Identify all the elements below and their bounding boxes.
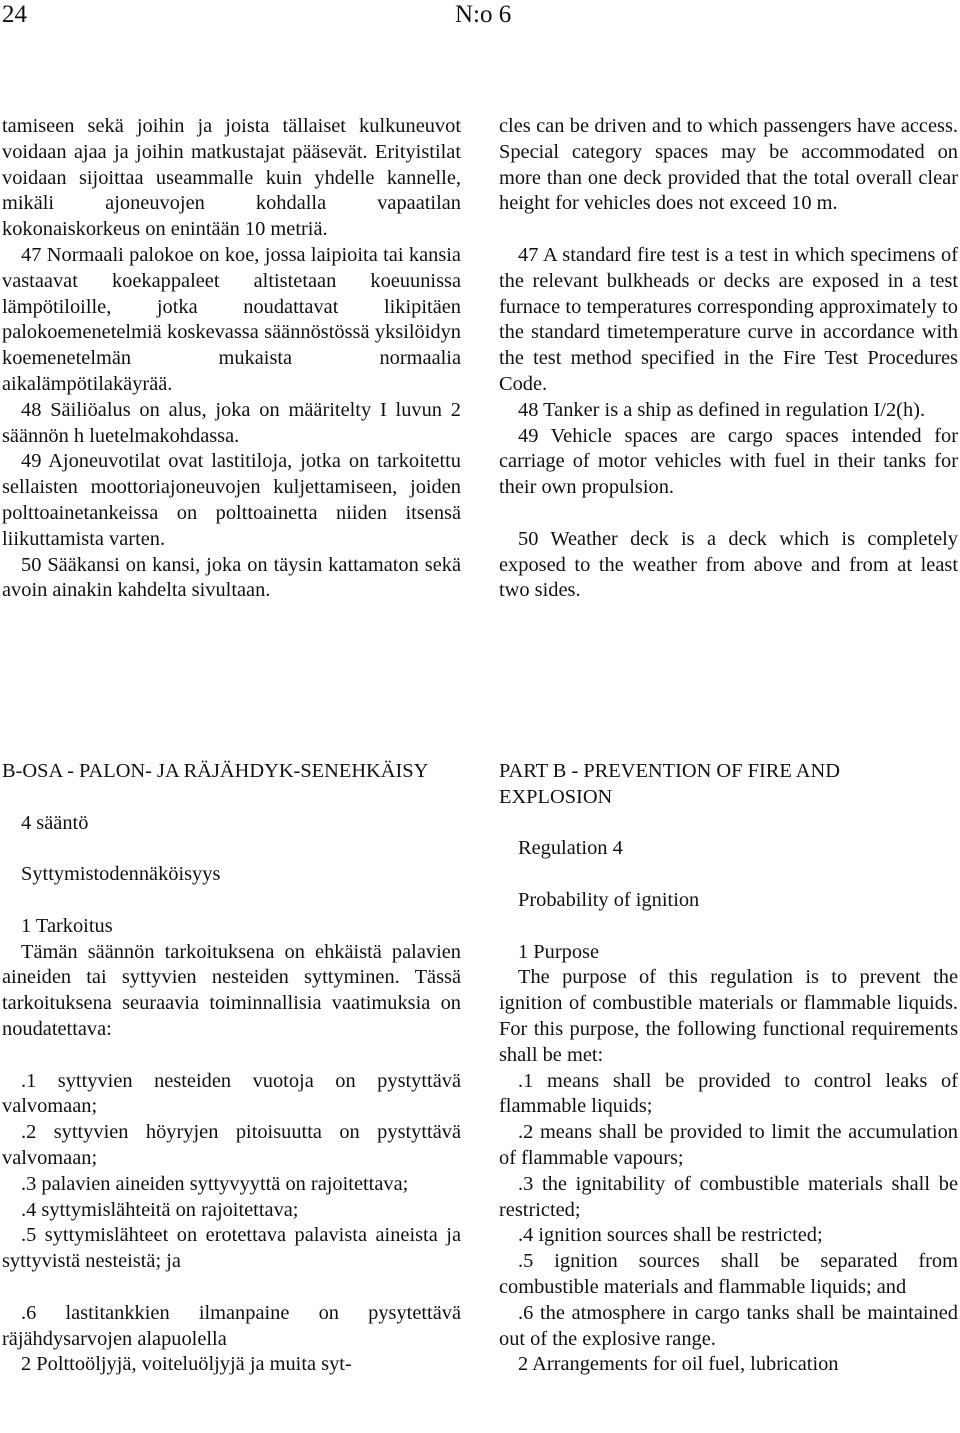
definition-49: 49 Ajoneuvotilat ovat lastitiloja, jotka on tarkoitettu sellaisten moottoriajoneuvojen kuljettamiseen, joiden polttoainetankeissa on polttoainetta niiden itsensä liikuttamista varten. bbox=[2, 450, 461, 550]
definition-47: 47 Normaali palokoe on koe, jossa laipioita tai kansia vastaavat koekappaleet altistetaan koeuunissa lämpötiloille, jotka noudattavat likipitäen palokoemenetelmiä koskevassa säännöstössä yksilöidyn koemenetelmän mukaista normaalia aikalämpötilakäyrää. bbox=[2, 243, 461, 395]
definition-48: 48 Tanker is a ship as defined in regulation I/2(h). bbox=[518, 398, 926, 421]
definitions-english-column bbox=[499, 114, 958, 604]
page-number: 24 bbox=[2, 1, 27, 28]
regulation-english-column bbox=[499, 759, 958, 1378]
definition-paragraph: tamiseen sekä joihin ja joista tällaiset kulkuneuvot voidaan ajaa ja joihin matkustajat pääsevät. Erityistilat voidaan sijoittaa useammalle kuin yhdelle kannelle, mikäli ajoneuvojen kohdalla vapaatilan kokonaiskorkeus on enintään 10 metriä. bbox=[2, 115, 461, 241]
regulation-number: Regulation 4 bbox=[518, 837, 623, 860]
purpose-heading: 1 Tarkoitus bbox=[21, 914, 113, 937]
regulation-number: 4 sääntö bbox=[21, 811, 89, 834]
requirement-item: .3 palavien aineiden syttyvyyttä on rajoitettava; bbox=[21, 1172, 409, 1195]
requirement-item: .2 syttyvien höyryjen pitoisuutta on pystyttävä valvomaan; bbox=[2, 1121, 461, 1169]
requirement-item: .1 syttyvien nesteiden vuotoja on pystyttävä valvomaan; bbox=[2, 1069, 461, 1118]
requirement-item: .3 the ignitability of combustible materials shall be restricted; bbox=[499, 1172, 958, 1221]
requirement-item: .5 syttymislähteet on erotettava palavista aineista ja syttyvistä nesteistä; ja bbox=[2, 1224, 461, 1273]
requirement-item: .1 means shall be provided to control leaks of flammable liquids; bbox=[499, 1069, 958, 1118]
requirement-item: .2 means shall be provided to limit the accumulation of flammable vapours; bbox=[499, 1121, 958, 1169]
definition-50: 50 Weather deck is a deck which is completely exposed to the weather from above and from at least two sides. bbox=[499, 527, 958, 602]
purpose-text: The purpose of this regulation is to prevent the ignition of combustible materials or flammable liquids. For this purpose, the following functional requirements shall be met: bbox=[499, 966, 958, 1066]
part-title: B-OSA - PALON- JA RÄJÄHDYK-SENEHKÄISY bbox=[2, 760, 429, 782]
requirement-item: .4 ignition sources shall be restricted; bbox=[518, 1224, 823, 1247]
regulation-title: Syttymistodennäköisyys bbox=[21, 863, 221, 886]
requirement-item: .5 ignition sources shall be separated from combustible materials and flammable liquids; and bbox=[499, 1250, 958, 1298]
regulation-title: Probability of ignition bbox=[518, 888, 700, 911]
definition-49: 49 Vehicle spaces are cargo spaces intended for carriage of motor vehicles with fuel in their tanks for their own propulsion. bbox=[499, 424, 958, 499]
issue-number: N:o 6 bbox=[455, 1, 512, 28]
purpose-heading: 1 Purpose bbox=[518, 940, 599, 963]
definition-48: 48 Säiliöalus on alus, joka on määritelty I luvun 2 säännön h luetelmakohdassa. bbox=[2, 398, 461, 447]
definition-50: 50 Sääkansi on kansi, joka on täysin kattamaton sekä avoin ainakin kahdelta sivultaan. bbox=[2, 553, 461, 602]
definition-paragraph: cles can be driven and to which passengers have access. Special category spaces may be accommodated on more than one deck provided that the total overall clear height for vehicles does not exceed 10 m. bbox=[499, 115, 958, 215]
next-heading: 2 Polttoöljyjä, voiteluöljyjä ja muita syt- bbox=[21, 1353, 352, 1376]
definitions-finnish-column bbox=[2, 114, 461, 604]
requirement-item: .4 syttymislähteitä on rajoitettava; bbox=[21, 1198, 299, 1221]
next-heading: 2 Arrangements for oil fuel, lubrication bbox=[518, 1353, 839, 1376]
definition-47: 47 A standard fire test is a test in which specimens of the relevant bulkheads or decks are exposed in a test furnace to temperatures corresponding approximately to the standard timetemperature curve in accordance with the test method specified in the Fire Test Procedures Code. bbox=[499, 243, 958, 395]
regulation-finnish-column bbox=[2, 759, 461, 1378]
part-title: PART B - PREVENTION OF FIRE AND EXPLOSION bbox=[499, 760, 840, 808]
requirement-item: .6 the atmosphere in cargo tanks shall be maintained out of the explosive range. bbox=[499, 1301, 958, 1350]
requirement-item: .6 lastitankkien ilmanpaine on pysytettävä räjähdysarvojen alapuolella bbox=[2, 1301, 461, 1350]
purpose-text: Tämän säännön tarkoituksena on ehkäistä palavien aineiden tai syttyvien nesteiden syttyminen. Tässä tarkoituksena seuraavia toiminnallisia vaatimuksia on noudatettava: bbox=[2, 940, 461, 1040]
